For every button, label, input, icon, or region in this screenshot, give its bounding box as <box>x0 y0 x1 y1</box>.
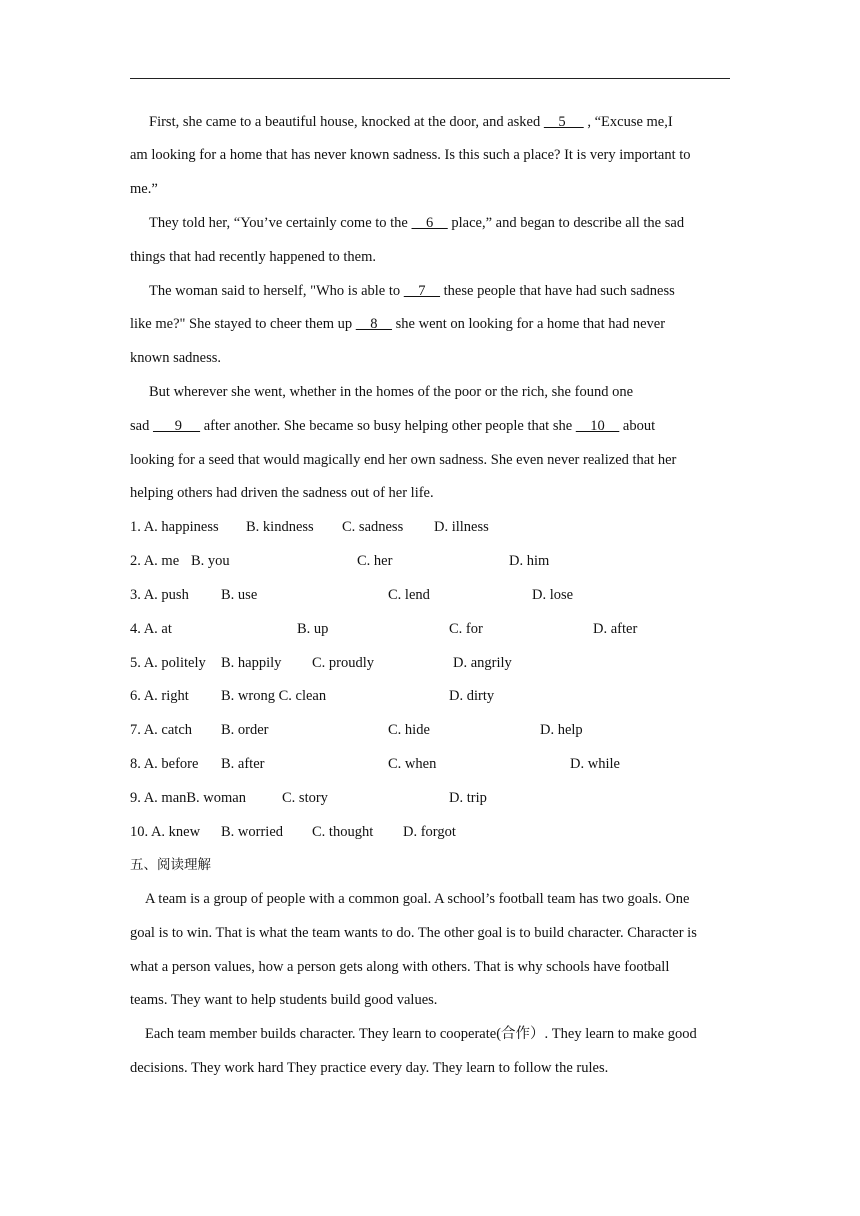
cloze-paragraph-3-line-2 <box>130 314 665 334</box>
blank-5: 5 <box>543 114 584 130</box>
option-5d: D. angrily <box>453 655 512 671</box>
option-4c: C. for <box>449 621 483 637</box>
cloze-paragraph-4-line-4: helping others had driven the sadness out of her life. <box>130 485 434 501</box>
cloze-paragraph-3-line-3: known sadness. <box>130 350 222 366</box>
option-7b: B. order <box>221 722 269 738</box>
option-10a: 10. A. knew <box>130 824 201 840</box>
option-4d: D. after <box>593 621 638 637</box>
blank-9: 9 <box>152 418 201 434</box>
section-heading: 五、阅读理解 <box>130 857 211 873</box>
option-7d: D. help <box>540 722 583 738</box>
option-3d: D. lose <box>532 587 574 603</box>
cloze-paragraph-4-line-3: looking for a seed that would magically end her own sadness. She even never realized that her <box>130 452 677 468</box>
option-9ab: 9. A. manB. woman <box>130 790 246 806</box>
reading-paragraph-1-line-2: goal is to win. That is what the team wants to do. The other goal is to build character. Character is <box>130 925 697 941</box>
cloze-paragraph-1-line-3: me.” <box>130 181 158 197</box>
text: The woman said to herself, "Who is able to <box>149 283 404 299</box>
option-10b: B. worried <box>221 824 284 840</box>
option-4a: 4. A. at <box>130 621 172 637</box>
option-10c: C. thought <box>312 824 374 840</box>
option-6d: D. dirty <box>449 688 495 704</box>
header-rule <box>130 78 730 79</box>
option-5a: 5. A. politely <box>130 655 206 671</box>
reading-paragraph-1-line-4: teams. They want to help students build good values. <box>130 992 438 1008</box>
option-3b: B. use <box>221 587 258 603</box>
cloze-paragraph-1-line-1 <box>149 112 673 132</box>
blank-6: 6 <box>411 215 448 231</box>
text: They told her, “You’ve certainly come to the <box>149 215 412 231</box>
option-2d: D. him <box>509 553 550 569</box>
reading-paragraph-2-line-1: Each team member builds character. They learn to cooperate(合作）. They learn to make good <box>145 1026 697 1042</box>
option-10d: D. forgot <box>403 824 456 840</box>
text: First, she came to a beautiful house, knocked at the door, and asked <box>149 114 544 130</box>
cloze-paragraph-2-line-2: things that had recently happened to them. <box>130 249 377 265</box>
option-1a: 1. A. happiness <box>130 519 219 535</box>
cloze-paragraph-2-line-1 <box>149 213 684 233</box>
text: sad <box>130 418 153 434</box>
option-6bc: B. wrong C. clean <box>221 688 327 704</box>
text: these people that have had such sadness <box>440 283 675 299</box>
blank-10: 10 <box>575 418 620 434</box>
option-4b: B. up <box>297 621 329 637</box>
option-8a: 8. A. before <box>130 756 199 772</box>
option-8b: B. after <box>221 756 265 772</box>
option-3c: C. lend <box>388 587 430 603</box>
option-7a: 7. A. catch <box>130 722 193 738</box>
reading-paragraph-1-line-1: A team is a group of people with a common goal. A school’s football team has two goals. One <box>145 891 690 907</box>
reading-paragraph-2-line-2: decisions. They work hard They practice every day. They learn to follow the rules. <box>130 1060 609 1076</box>
text: like me?" She stayed to cheer them up <box>130 316 356 332</box>
text: about <box>619 418 656 434</box>
blank-7: 7 <box>403 283 441 299</box>
text: , “Excuse me,I <box>583 114 673 130</box>
option-2c: C. her <box>357 553 393 569</box>
cloze-paragraph-3-line-1 <box>149 281 675 301</box>
option-1c: C. sadness <box>342 519 404 535</box>
option-9c: C. story <box>282 790 328 806</box>
reading-paragraph-1-line-3: what a person values, how a person gets along with others. That is why schools have football <box>130 959 670 975</box>
cloze-paragraph-4-line-1: But wherever she went, whether in the homes of the poor or the rich, she found one <box>149 384 634 400</box>
option-6a: 6. A. right <box>130 688 189 704</box>
option-9d: D. trip <box>449 790 487 806</box>
option-8c: C. when <box>388 756 437 772</box>
cloze-paragraph-1-line-2: am looking for a home that has never known sadness. Is this such a place? It is very important to <box>130 147 691 163</box>
option-7c: C. hide <box>388 722 430 738</box>
option-3a: 3. A. push <box>130 587 189 603</box>
option-1b: B. kindness <box>246 519 314 535</box>
cloze-paragraph-4-line-2 <box>130 416 655 436</box>
option-1d: D. illness <box>434 519 489 535</box>
text: place,” and began to describe all the sad <box>447 215 685 231</box>
option-2a: 2. A. me <box>130 553 180 569</box>
option-8d: D. while <box>570 756 620 772</box>
blank-8: 8 <box>355 316 393 332</box>
text: after another. She became so busy helping other people that she <box>200 418 576 434</box>
option-5c: C. proudly <box>312 655 375 671</box>
option-2b: B. you <box>191 553 230 569</box>
text: she went on looking for a home that had never <box>392 316 666 332</box>
option-5b: B. happily <box>221 655 282 671</box>
